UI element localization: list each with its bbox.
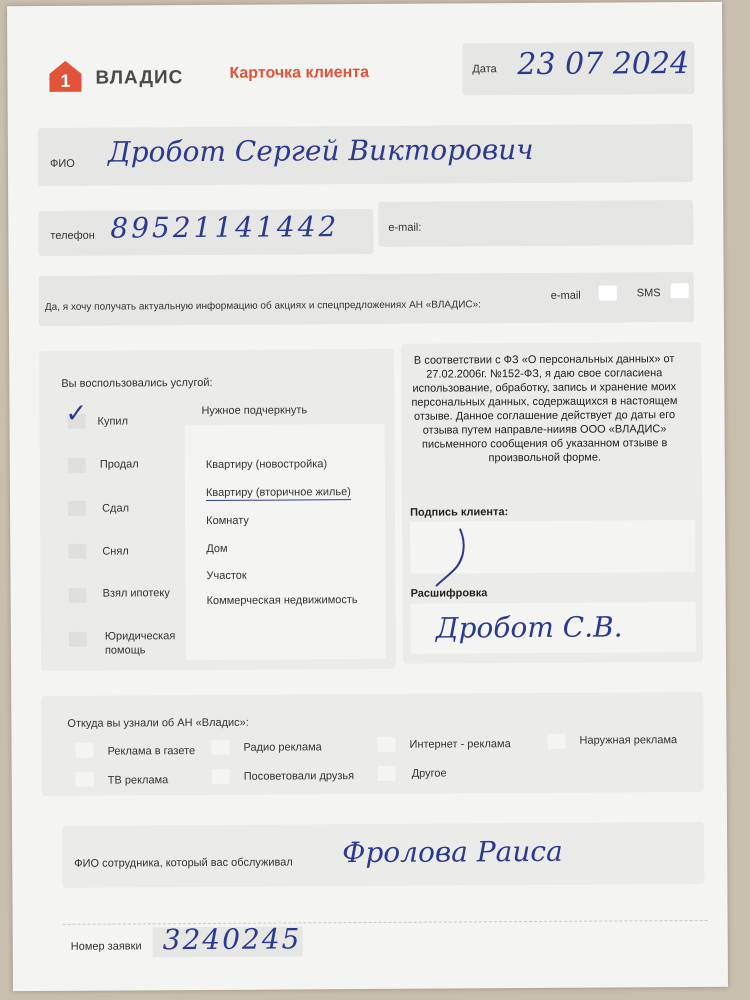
page-title: Карточка клиента [229, 63, 370, 82]
client-signature-icon [430, 525, 480, 587]
service-label-bought: Купил [97, 415, 129, 428]
service-check-mark: ✓ [65, 398, 88, 429]
signature-label: Подпись клиента: [410, 506, 509, 519]
service-label-legal: Юридическая [104, 630, 176, 643]
object-secondary-flat[interactable]: Квартиру (вторичное жилье) [205, 486, 351, 499]
source-checkbox-outdoor[interactable] [547, 734, 565, 749]
service-checkbox-mortgage[interactable] [69, 588, 87, 603]
subscription-email-label: e-mail [550, 289, 581, 302]
object-plot[interactable]: Участок [206, 569, 247, 582]
source-label-friends: Посоветовали друзья [243, 770, 355, 783]
employee-label: ФИО сотрудника, который вас обслуживал [74, 856, 293, 870]
subscription-sms-label: SMS [636, 287, 661, 300]
email-label: e-mail: [388, 221, 422, 234]
service-label-legal-2: помощь [104, 644, 146, 657]
source-checkbox-newspaper[interactable] [75, 743, 93, 758]
phone-label: телефон [50, 229, 95, 242]
source-checkbox-radio[interactable] [211, 740, 229, 755]
consent-text: В соответствии с ФЗ «О персональных данных» от 27.02.2006г. №152-ФЗ, я даю свое согласиена использование, обработку, запись и хранение моих персональных данных, содержащихся в настоящем отзыве. Данное соглашение действует до даты его отзыва путем направле-ниияв ООО «ВЛАДИС» письменного сообщения об указанном отзыве в произвольной форме. [411, 353, 678, 465]
brand-name: ВЛАДИС [95, 67, 184, 89]
employee-value: Фролова Раиса [342, 834, 563, 870]
subscription-sms-checkbox[interactable] [671, 283, 689, 298]
email-field[interactable] [378, 200, 693, 247]
house-logo-icon [47, 58, 83, 94]
service-label-rented: Снял [102, 545, 129, 558]
decode-label: Расшифровка [410, 587, 488, 600]
source-checkbox-internet[interactable] [377, 737, 395, 752]
date-label: Дата [472, 63, 497, 76]
services-hint: Нужное подчеркнуть [201, 404, 308, 418]
date-value: 23 07 2024 [517, 46, 690, 83]
phone-value: 89521141442 [110, 210, 340, 245]
request-value: 3240245 [162, 922, 302, 957]
service-label-mortgage: Взял ипотеку [102, 587, 170, 600]
service-checkbox-sold[interactable] [68, 458, 86, 473]
object-room[interactable]: Комнату [206, 514, 249, 527]
source-label-outdoor: Наружная реклама [579, 734, 678, 747]
source-label-tv: ТВ реклама [107, 774, 169, 787]
object-commercial[interactable]: Коммерческая недвижимость [206, 594, 358, 607]
source-label-internet: Интернет - реклама [409, 738, 511, 751]
object-new-flat[interactable]: Квартиру (новостройка) [205, 458, 328, 471]
subscription-email-checkbox[interactable] [599, 285, 617, 300]
source-checkbox-friends[interactable] [212, 769, 230, 784]
source-label-other: Другое [411, 767, 447, 780]
fio-label: ФИО [49, 157, 75, 170]
source-label-radio: Радио реклама [243, 741, 322, 754]
source-checkbox-other[interactable] [378, 766, 396, 781]
request-label: Номер заявки [70, 940, 142, 953]
source-title: Откуда вы узнали об АН «Владис»: [67, 716, 249, 730]
source-label-newspaper: Реклама в газете [107, 745, 196, 758]
client-card-form [7, 2, 728, 991]
object-house[interactable]: Дом [206, 542, 228, 555]
decode-value: Дробот С.В. [435, 610, 623, 645]
service-checkbox-rented-out[interactable] [68, 501, 86, 516]
svg-text:1: 1 [60, 70, 71, 91]
fio-value: Дробот Сергей Викторович [107, 132, 534, 169]
source-checkbox-tv[interactable] [76, 772, 94, 787]
service-label-rented-out: Сдал [102, 502, 130, 515]
service-checkbox-rented[interactable] [68, 544, 86, 559]
subscription-text: Да, я хочу получать актуальную информацию об акциях и спецпредложениях АН «ВЛАДИС»: [44, 299, 481, 313]
services-title: Вы воспользовались услугой: [61, 376, 213, 390]
service-label-sold: Продал [99, 458, 139, 471]
service-checkbox-legal[interactable] [69, 632, 87, 647]
